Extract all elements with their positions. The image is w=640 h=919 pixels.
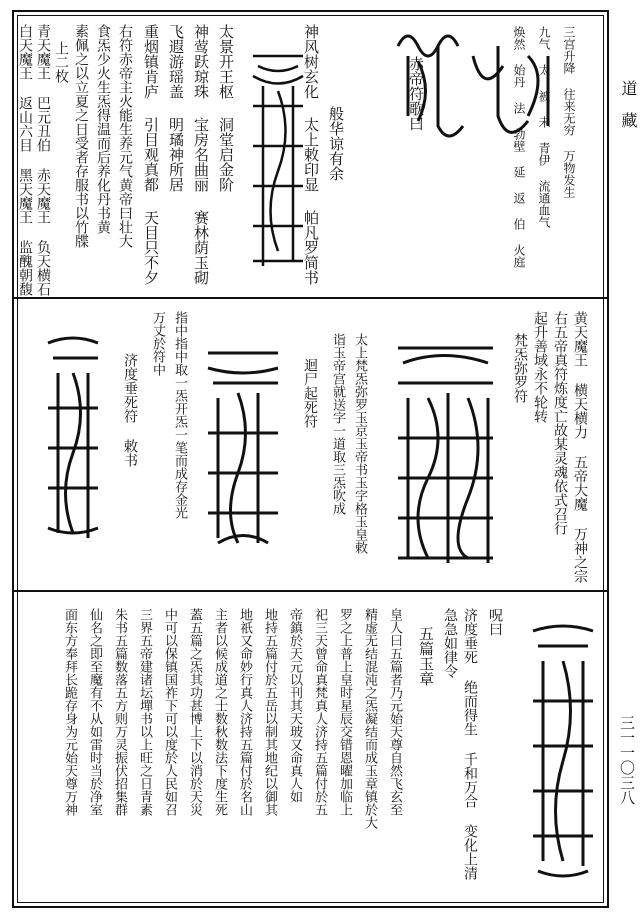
column-text: 精虚无结混沌之炁凝结而成玉章镇於大 bbox=[362, 608, 377, 829]
column-text: 焕然 始丹 法 勃壁 延 返 伯 火庭 bbox=[512, 26, 526, 268]
column-text: 青天魔王 巴元丑伯 赤天魔王 负天横石 bbox=[35, 24, 51, 296]
column-text: 地持五篇付於五岳以制其地纪以御其 bbox=[262, 608, 277, 816]
column-text: 中可以保镇国祚下可以度於人民如召 bbox=[162, 608, 177, 816]
column-text: 面东方奉拜长跪存身为元始天尊万神 bbox=[62, 608, 77, 816]
column-text: 神莺跃琼珠 宝房名曲丽 赛林荫玉砌 bbox=[192, 24, 210, 285]
column-text: 右五帝真符炼度亡故某灵魂依式召行 bbox=[552, 311, 568, 535]
talisman-seal-6 bbox=[523, 616, 603, 886]
column-text: 重烟镇肯庐 引目观真都 天目只不夕 bbox=[142, 24, 160, 285]
column-text: 飞遐游瑶盖 明璚神所居 bbox=[167, 24, 185, 192]
column-text: 太上梵炁弥罗玉京玉帝书玉字格玉皇敕 bbox=[352, 333, 367, 554]
column-text: 黄天魔王 横天横力 五帝大魔 万神之宗 bbox=[572, 311, 588, 583]
column-text: 祀三天曾命真梵真人济持五篇付於五 bbox=[312, 608, 327, 816]
column-text: 食炁少火生炁得温而后养化丹书黄 bbox=[95, 24, 111, 234]
section-3 bbox=[18, 596, 603, 902]
column-text: 主者以候成道之士数秋数法下度生死 bbox=[212, 608, 227, 816]
column-heading: 迴尸起死符 bbox=[302, 358, 318, 428]
section-1 bbox=[17, 16, 603, 296]
column-heading: 济度垂死符 敕书 bbox=[122, 353, 138, 467]
column-text: 罗之上普上皇时星辰交错恩曜加临上 bbox=[337, 608, 352, 816]
column-heading: 五篇玉章 bbox=[417, 626, 435, 686]
column-text: 指中指中取一炁开炁一笔而成存金光 bbox=[172, 311, 187, 519]
page-number: 三一一〇三八 bbox=[618, 715, 636, 805]
column-text: 神风树玄化 太上敕印显 帕凡罗简书 bbox=[302, 24, 320, 285]
section-divider-1 bbox=[12, 297, 609, 299]
column-text: 三界五帝建诸坛墠书以上旺之日青素 bbox=[137, 608, 152, 816]
column-text: 诣玉帝宫就送字一道取三炁吹成 bbox=[330, 333, 345, 515]
column-text: 般华谅有余 bbox=[327, 106, 345, 181]
column-text: 济度垂死 绝而得生 千和万合 变化上清 bbox=[462, 608, 478, 880]
column-text: 急急如律令 bbox=[442, 608, 458, 678]
column-text: 白天魔王 返山六目 黑天魔王 监醜朝馥 bbox=[17, 24, 33, 296]
column-text: 素佩之以立夏之日受者存服书以竹牒 bbox=[73, 24, 89, 248]
column-text: 三宫升降 往来无穷 万物发生 bbox=[562, 26, 576, 198]
talisman-seal-4 bbox=[198, 338, 288, 553]
column-text: 太景开王枢 洞堂启金阶 bbox=[217, 24, 235, 192]
column-heading: 梵炁弥罗符 bbox=[512, 333, 528, 403]
column-text: 上二枚 bbox=[53, 41, 69, 83]
column-text: 万丈於符中 bbox=[150, 311, 165, 376]
margin-mark-2: 藏 bbox=[619, 112, 638, 130]
column-text: 右符赤帝主火能生养元气黄帝曰壮大 bbox=[117, 24, 133, 248]
column-heading: 呪曰 bbox=[487, 608, 503, 636]
column-text: 朱书五篇数落五方则万灵振伏招集群 bbox=[112, 608, 127, 816]
margin-mark: 道 bbox=[619, 80, 638, 98]
section-2 bbox=[18, 303, 603, 585]
column-text: 蓋五篇之炁其功甚博上下以消於天災 bbox=[187, 608, 202, 816]
column-text: 九气 太 被 未 青伊 流通血气 bbox=[537, 26, 551, 228]
talisman-seal-3 bbox=[388, 328, 503, 573]
column-heading: 赤帝符歌曰 bbox=[407, 56, 425, 131]
section-divider-2 bbox=[12, 590, 609, 592]
column-text: 帝鎮於天元以刊其天玻又命真人如 bbox=[287, 608, 302, 803]
column-text: 仙名之即至魔有不从如雷时当於净室 bbox=[87, 608, 102, 816]
column-text: 起升善域永不轮转 bbox=[532, 311, 548, 423]
column-text: 皇人曰五篇者乃元始天尊自然飞玄至 bbox=[387, 608, 402, 816]
column-text: 地祇又命妙行真人济持五篇付於名山 bbox=[237, 608, 252, 816]
talisman-seal-5 bbox=[38, 328, 108, 553]
